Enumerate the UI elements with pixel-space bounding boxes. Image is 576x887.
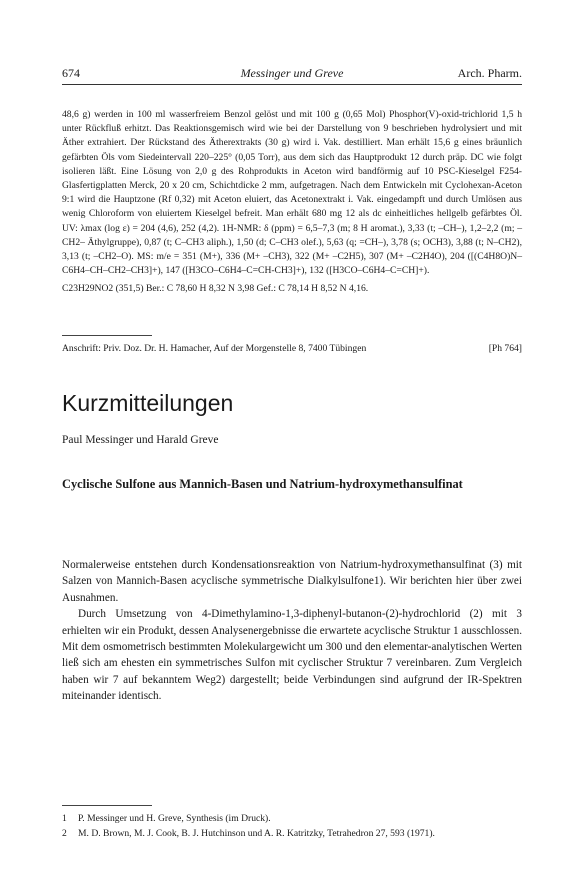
body-paragraph-1: Normalerweise entstehen durch Kondensationsreaktion von Natrium-hydroxymethansulfinat (3) mit Salzen von Mannich-Basen acyclische symmetrische Dialkylsulfone1). Wir berichten hier über zwei Ausnahmen.	[62, 559, 522, 604]
article-title: Cyclische Sulfone aus Mannich-Basen und Natrium-hydroxymethansulfinat	[62, 477, 463, 491]
section-title: Kurzmitteilungen	[62, 390, 234, 416]
experimental-paragraph: 48,6 g) werden in 100 ml wasserfreiem Benzol gelöst und mit 100 g (0,65 Mol) Phosphor(V)-oxid-trichlorid 1,5 h unter Rückfluß erhitzt. Das Reaktionsgemisch wird wie bei der Darstellung von 9 beschrieben hydrolysiert und mit Äther extrahiert. Der Rückstand des Ätherextrakts (30 g) wird i. Vak. destilliert. Man erhält 15,6 g eines bräunlich gefärbten Öls vom Siedeintervall 220–225° (0,05 Torr), aus dem sich das Hauptprodukt 12 durch präp. DC wie folgt isolieren läßt. Eine Lösung von 2,0 g des Rohprodukts in Aceton wird bandförmig auf 10 PSC-Kieselgel F254-Glasfertigplatten Merck, 20 x 20 cm, Schichtdicke 2 mm, aufgetragen. Nach dem Entwickeln mit Cyclohexan-Aceton 9:1 wird die Hauptzone (Rf 0,32) mit Aceton eluiert, das Acetonextrakt i. Vak. eingedampft und durch Umlösen aus wenig Chloroform von eluiertem Kieselgel befreit. Man erhält 680 mg 12 als dc einheitliches hellgelb gefärbtes Öl. UV: λmax (log ε) = 204 (4,6), 252 (4,2). 1H-NMR: δ (ppm) = 6,5–7,3 (m; 8 H aromat.), 3,33 (t; –CH–), 1,2–2,2 (m; –CH2– Äthylgruppe), 0,87 (t; C–CH3 aliph.), 1,50 (d; C–CH3 olef.), 5,63 (q; =CH–), 3,78 (s; OCH3), 3,88 (t; N–CH2), 3,13 (t; –CH2–O). MS: m/e = 351 (M+), 336 (M+ –CH3), 322 (M+ –C2H5), 307 (M+ –C2H4O), 204 ([(C4H8O)N–C6H4–CH–CH2–CH3]+), 147 ([H3CO–C6H4–C=CH-CH3]+), 132 ([H3CO–C6H4–C=CH]+).	[62, 109, 523, 277]
header-authors: Messinger und Greve	[240, 66, 344, 80]
author-address	[62, 343, 522, 357]
article-authors: Paul Messinger und Harald Greve	[62, 434, 219, 446]
header-journal: Arch. Pharm.	[457, 66, 522, 80]
article-body	[62, 557, 522, 705]
elemental-analysis: C23H29NO2 (351,5) Ber.: C 78,60 H 8,32 N 3,98 Gef.: C 78,14 H 8,52 N 4,16.	[62, 283, 369, 295]
manuscript-reference: [Ph 764]	[488, 343, 522, 354]
footnote-number: 2	[62, 828, 67, 839]
page-number: 674	[62, 66, 80, 80]
address-divider	[62, 335, 152, 336]
footnote-divider	[62, 805, 152, 806]
footnote	[62, 811, 522, 826]
address-text: Anschrift: Priv. Doz. Dr. H. Hamacher, Auf der Morgenstelle 8, 7400 Tübingen	[62, 343, 367, 354]
footnotes	[62, 811, 522, 841]
footnote-number: 1	[62, 813, 67, 824]
footnote-text: M. D. Brown, M. J. Cook, B. J. Hutchinson und A. R. Katritzky, Tetrahedron 27, 593 (1971).	[78, 828, 435, 839]
footnote	[62, 826, 522, 841]
body-paragraph-2: Durch Umsetzung von 4-Dimethylamino-1,3-diphenyl-butanon-(2)-hydrochlorid (2) mit 3 erhielten wir ein Produkt, dessen Analysenergebnisse die erwartete acyclische Struktur 1 ausschlossen. Mit dem osmometrisch bestimmten Molekulargewicht um 300 und den elementar-analytischen Werten ließ sich am ehesten ein symmetrisches Sulfon mit cyclischer Struktur 7 vereinbaren. Zum Vergleich haben wir 7 auf bekanntem Weg2) dargestellt; beide Verbindungen sind aufgrund der IR-Spektren miteinander identisch.	[62, 608, 522, 703]
footnote-text: P. Messinger und H. Greve, Synthesis (im Druck).	[78, 813, 271, 824]
experimental-section	[62, 108, 522, 297]
running-header	[62, 66, 522, 85]
